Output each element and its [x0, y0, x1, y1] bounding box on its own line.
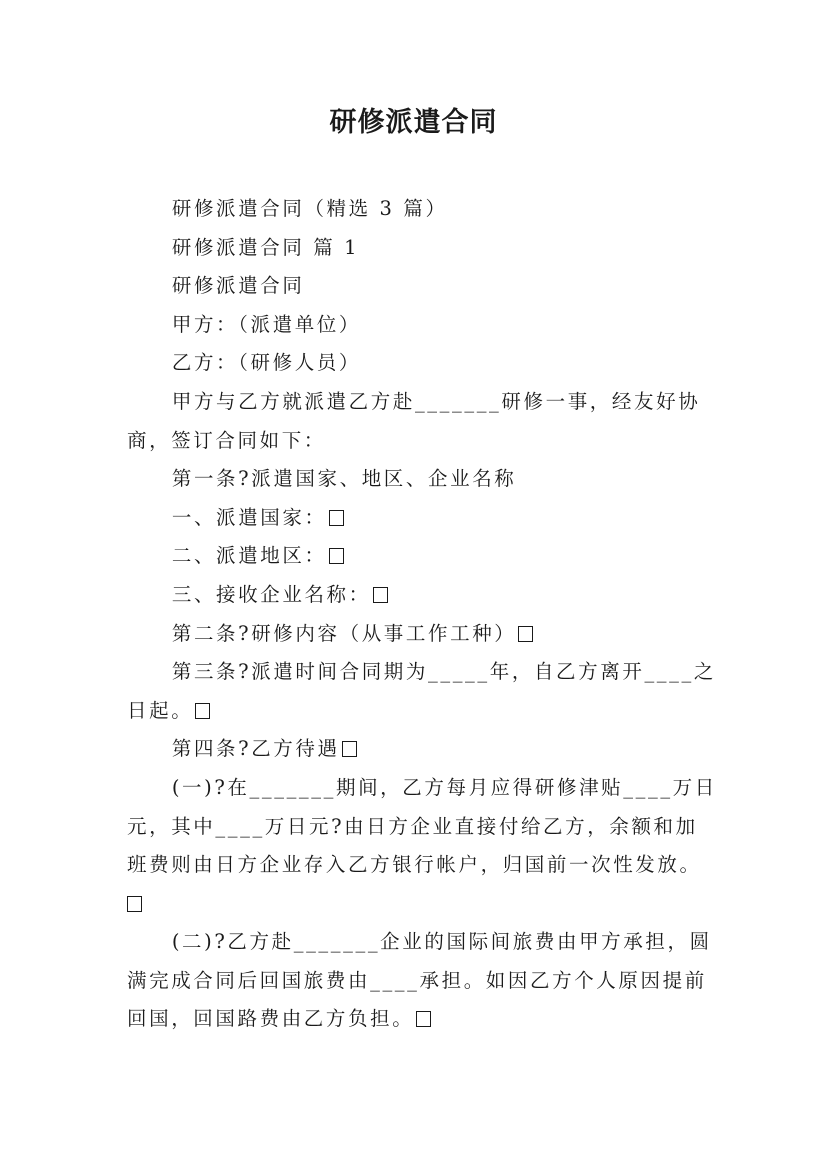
paragraph-text: 一、派遣国家： [171, 505, 327, 529]
paragraph-text: 三、接收企业名称： [171, 582, 371, 606]
paragraph-text: 甲方：（派遣单位） [171, 312, 361, 336]
checkbox-square-icon [342, 741, 357, 757]
paragraph [127, 229, 717, 268]
paragraph-text: 第三条?派遣时间合同期为_____年，自乙方离开____之日起。 [127, 660, 716, 722]
paragraph [127, 383, 717, 460]
paragraph [127, 653, 717, 730]
paragraph-text: (一)?在_______期间，乙方每月应得研修津贴____万日元，其中____万日元?由日方企业直接付给乙方，余额和加班费则由日方企业存入乙方银行帐户，归国前一次性发放。 [127, 775, 717, 877]
document-title: 研修派遣合同 [329, 107, 498, 138]
paragraph [127, 730, 717, 769]
paragraph [127, 344, 717, 383]
checkbox-square-icon [127, 896, 142, 912]
paragraph [127, 923, 717, 1039]
paragraph-text: 研修派遣合同（精选 3 篇） [171, 197, 448, 220]
paragraph [127, 576, 717, 615]
document-body [127, 190, 717, 1039]
paragraph-text: 研修派遣合同 [171, 274, 305, 298]
paragraph-text: 甲方与乙方就派遣乙方赴_______研修一事，经友好协商，签订合同如下： [127, 389, 701, 452]
checkbox-square-icon [329, 510, 344, 526]
paragraph [127, 267, 717, 306]
paragraph-text: 乙方：（研修人员） [171, 351, 361, 375]
paragraph [127, 537, 717, 576]
paragraph [127, 306, 717, 345]
checkbox-square-icon [518, 626, 533, 642]
paragraph-text: 第一条?派遣国家、地区、企业名称 [171, 467, 517, 491]
paragraph [127, 190, 717, 229]
paragraph-text: 第四条?乙方待遇 [171, 737, 340, 761]
paragraph [127, 460, 717, 499]
paragraph-text: 研修派遣合同 篇 1 [171, 235, 360, 259]
paragraph [127, 769, 717, 885]
paragraph-text: 第二条?研修内容（从事工作工种） [171, 621, 517, 645]
paragraph [127, 885, 717, 924]
paragraph-text: (二)?乙方赴_______企业的国际间旅费由甲方承担，圆满完成合同后回国旅费由____承担。如因乙方个人原因提前回国，回国路费由乙方负担。 [127, 930, 712, 1031]
paragraph [127, 499, 717, 538]
checkbox-square-icon [329, 548, 344, 564]
paragraph [127, 615, 717, 654]
checkbox-square-icon [373, 587, 388, 603]
checkbox-square-icon [195, 703, 210, 719]
paragraph-text: 二、派遣地区： [171, 544, 327, 568]
checkbox-square-icon [416, 1011, 431, 1027]
